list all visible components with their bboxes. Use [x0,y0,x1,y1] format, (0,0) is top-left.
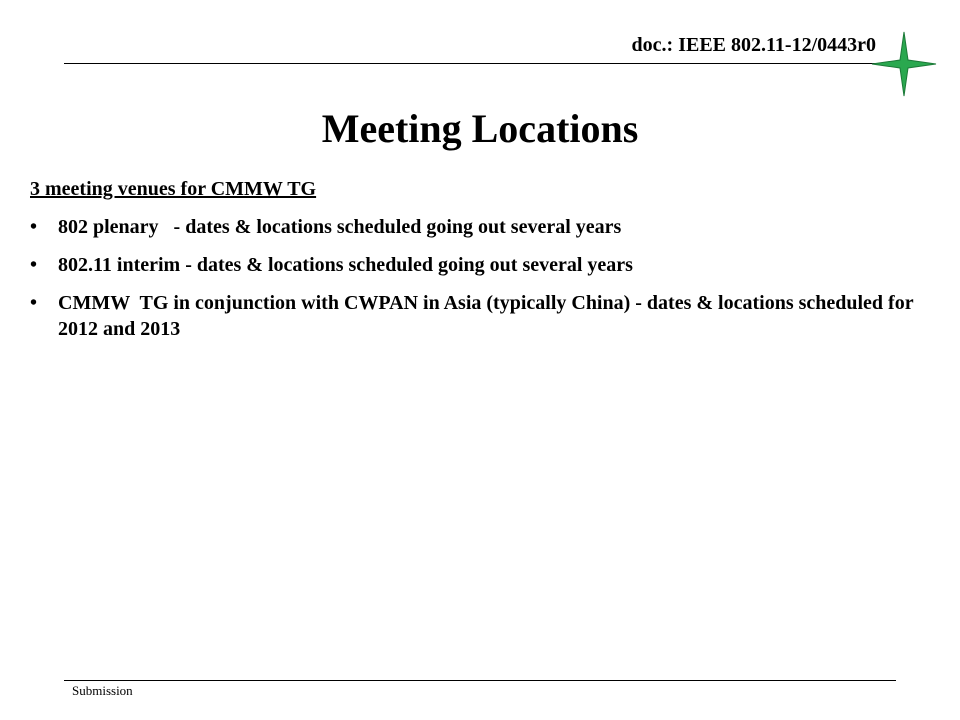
bullet-text: CMMW TG in conjunction with CWPAN in Asia (typically China) - dates & locations scheduled for 2012 and 2013 [58,292,919,340]
bullet-item [30,290,940,342]
header-rule [64,63,896,64]
slide-content [30,176,940,354]
bullet-marker: • [30,292,38,314]
bullet-item [30,214,940,240]
bullet-marker: • [30,216,38,238]
four-point-star-icon [870,30,938,98]
subheading: 3 meeting venues for CMMW TG [30,178,317,200]
bullet-list [30,214,940,342]
bullet-item [30,252,940,278]
bullet-text: 802.11 interim - dates & locations scheduled going out several years [58,254,633,276]
footer-rule [64,680,896,681]
bullet-text: 802 plenary - dates & locations scheduled going out several years [58,216,622,238]
slide-title: Meeting Locations [321,106,639,151]
bullet-marker: • [30,254,38,276]
doc-id: doc.: IEEE 802.11-12/0443r0 [631,34,876,56]
footer-label: Submission [72,683,133,698]
